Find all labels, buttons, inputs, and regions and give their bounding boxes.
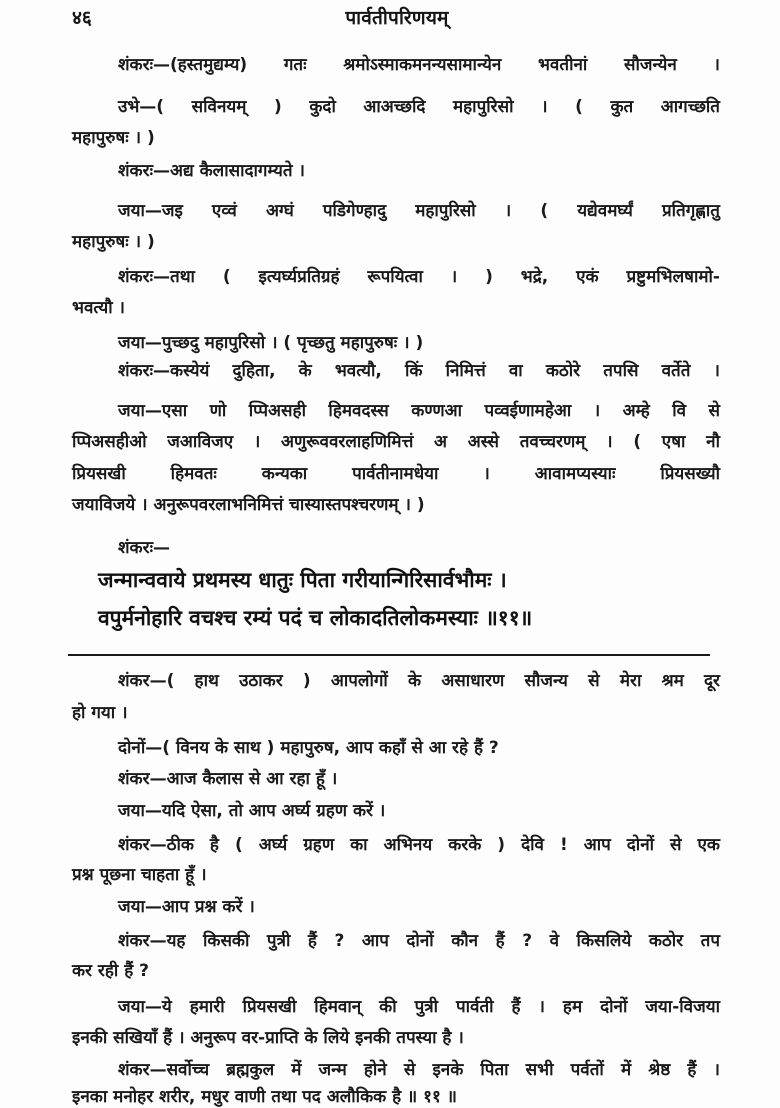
- dialogue-line: जया—पुच्छदु महापुरिसो । ( पृच्छतु महापुरुषः । ): [118, 333, 424, 353]
- translation-line: इनका मनोहर शरीर, मधुर वाणी तथा पद अलौकिक है ॥ ११ ॥: [72, 1087, 457, 1107]
- dialogue-line: शंकरः—अद्य कैलासादागम्यते ।: [118, 161, 305, 181]
- translation-line: जया—ये हमारी प्रियसखी हिमवान् की पुत्री पार्वती हैं । हम दोनों जया-विजया: [118, 997, 720, 1017]
- dialogue-line: शंकरः—(हस्तमुद्यम्य) गतः श्रमोऽस्माकमनन्यसामान्येन भवतीनां सौजन्येन ।: [118, 55, 720, 75]
- verse-line: जन्मान्ववाये प्रथमस्य धातुः पिता गरीयान्गिरिसार्वभौमः ।: [98, 568, 507, 592]
- dialogue-line: प्पिअसहीओ जआविजए । अणुरूववरलाहणिमित्तं अ अस्से तवच्चरणम् । ( एषा नौ: [72, 432, 720, 452]
- dialogue-line: शंकरः—तथा ( इत्यर्घ्यप्रतिग्रहं रूपयित्वा । ) भद्रे, एकं प्रष्टुमभिलषामो-: [118, 267, 720, 287]
- translation-line: जया—यदि ऐसा, तो आप अर्घ्य ग्रहण करें ।: [118, 801, 386, 821]
- dialogue-line: महापुरुषः । ): [72, 128, 155, 148]
- dialogue-line: जया—जइ एव्वं अग्घं पडिगेण्हादु महापुरिसो । ( यद्येवमर्घ्यं प्रतिगृह्णातु: [118, 201, 720, 221]
- page-number: ४६: [72, 7, 92, 29]
- translation-line: इनकी सखियाँ हैं । अनुरूप वर-प्राप्ति के लिये इनकी तपस्या है ।: [72, 1028, 464, 1048]
- translation-line: हो गया ।: [72, 703, 128, 723]
- translation-line: शंकर—ठीक है ( अर्घ्य ग्रहण का अभिनय करके ) देवि ! आप दोनों से एक: [118, 835, 720, 855]
- dialogue-line: शंकरः—कस्येयं दुहिता, के भवत्यौ, किं निमित्तं वा कठोरे तपसि वर्तेते ।: [118, 361, 720, 381]
- dialogue-line: भवत्यौ ।: [72, 298, 125, 318]
- translation-line: दोनों—( विनय के साथ ) महापुरुष, आप कहाँ से आ रहे हैं ?: [118, 738, 499, 758]
- section-divider: [68, 654, 710, 656]
- dialogue-line: प्रियसखी हिमवतः कन्यका पार्वतीनामधेया । आवामप्यस्याः प्रियसख्यौ: [72, 464, 720, 484]
- speaker-label: शंकरः—: [118, 538, 171, 558]
- page-header: [72, 4, 722, 34]
- verse-line: वपुर्मनोहारि वचश्च रम्यं पदं च लोकादतिलोकमस्याः ॥११॥: [98, 606, 533, 630]
- translation-line: जया—आप प्रश्न करें ।: [118, 897, 255, 917]
- dialogue-line: जया—एसा णो प्पिअसही हिमवदस्स कण्णआ पव्वईणामहेआ । अम्हे वि से: [118, 401, 720, 421]
- dialogue-line: उभे—( सविनयम् ) कुदो आअच्छदि महापुरिसो । ( कुत आगच्छति: [118, 97, 720, 117]
- dialogue-line: महापुरुषः । ): [72, 232, 155, 252]
- translation-line: कर रही हैं ?: [72, 961, 150, 981]
- dialogue-line: जयाविजये । अनुरूपवरलाभनिमित्तं चास्यास्तपश्चरणम् । ): [72, 495, 425, 515]
- translation-line: शंकर—( हाथ उठाकर ) आपलोगों के असाधारण सौजन्य से मेरा श्रम दूर: [118, 671, 720, 691]
- translation-line: शंकर—सर्वोच्च ब्रह्मकुल में जन्म होने से इनके पिता सभी पर्वतों में श्रेष्ठ हैं ।: [118, 1060, 720, 1080]
- translation-line: प्रश्न पूछना चाहता हूँ ।: [72, 865, 207, 885]
- running-title: पार्वतीपरिणयम्: [345, 7, 449, 29]
- translation-line: शंकर—आज कैलास से आ रहा हूँ ।: [118, 769, 338, 789]
- translation-line: शंकर—यह किसकी पुत्री हैं ? आप दोनों कौन हैं ? वे किसलिये कठोर तप: [118, 931, 720, 951]
